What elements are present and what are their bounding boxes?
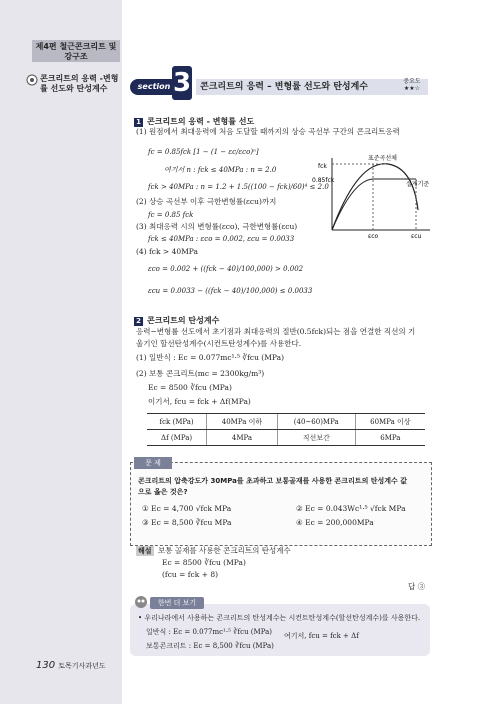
review-line-4: 보통콘크리트 : Ec = 8,500 ∛fcu (MPa) — [146, 642, 274, 650]
solution-label: 해설 — [138, 547, 152, 555]
fck-delta-table — [147, 413, 425, 446]
part1-item4: (4) fck > 40MPa — [136, 247, 198, 256]
sidebar — [0, 0, 122, 704]
part2-g3: Ec = 8500 ∛fcu (MPa) — [148, 383, 232, 392]
part2-p1: 응력−변형률 선도에서 초기점과 최대응력의 절반(0.5fck)되는 점을 연결한 직선의 기 — [136, 327, 416, 336]
formula-5: fck ≤ 40MPa : εco = 0.002, εcu = 0.0033 — [148, 235, 295, 243]
problem-question-2: 으로 옳은 것은? — [138, 488, 188, 496]
formula-3: fck > 40MPa : n = 1.2 + 1.5((100 − fck)/60)⁴ ≤ 2.0 — [148, 183, 329, 191]
section-title: 콘크리트의 응력 – 변형률 선도와 탄성계수 — [196, 79, 428, 95]
graph-curve1: 표준곡선체 — [368, 155, 397, 162]
formula-2: 여기서 n : fck ≤ 40MPa : n = 2.0 — [164, 166, 277, 174]
graph-fck: fck — [318, 163, 327, 170]
part1-item1: (1) 원점에서 최대응력에 처음 도달할 때까지의 상승 곡선부 구간의 콘크리트응력 — [136, 127, 400, 136]
part2-p2: 울기인 할선탄성계수(시컨트탄성계수)를 사용한다. — [136, 339, 302, 348]
book-title: 토목기사과년도 — [58, 662, 106, 670]
review-line-3: 여기서, fcu = fck + Δf — [284, 632, 359, 640]
graph-085fck: 0.85fck — [312, 177, 335, 184]
table-row: fck (MPa) 40MPa 이하 (40~60)MPa 60MPa 이상 — [147, 414, 425, 430]
page-footer — [36, 660, 106, 671]
answer: 답 ③ — [408, 582, 426, 591]
problem-tab: 문 제 — [134, 457, 172, 469]
formula-6: εco = 0.002 + ((fck − 40)/100,000) > 0.002 — [148, 265, 304, 273]
review-line-1: • 우리나라에서 사용하는 콘크리트의 탄성계수는 시컨트탄성계수(할선탄성계수)를 사용한다. — [138, 614, 421, 622]
review-line-2: 일반식 : Ec = 0.077mc¹·⁵ ∛fcu (MPa) — [146, 628, 273, 636]
problem-question-1: 콘크리트의 압축강도가 30MPa를 초과하고 보통골재를 사용한 콘크리트의 탄성계수 값 — [138, 477, 408, 485]
option-1: ① Ec = 4,700 √fck MPa — [142, 504, 232, 513]
difficulty-stars: ★★☆ — [403, 85, 421, 92]
part1-heading: 1 콘크리트의 응력 - 변형률 선도 — [134, 116, 254, 127]
option-3: ③ Ec = 8,500 ∛fcu MPa — [142, 518, 232, 527]
option-2: ② Ec = 0.043Wc¹·⁵ √fck MPa — [296, 504, 406, 513]
formula-7: εcu = 0.0033 − ((fck − 40)/100,000) ≤ 0.0033 — [148, 287, 313, 295]
page-number: 130 — [36, 660, 56, 671]
option-4: ④ Ec = 200,000MPa — [296, 518, 374, 527]
stress-strain-graph — [312, 150, 438, 240]
difficulty — [396, 78, 428, 92]
part2-g4: 이기서, fcu = fck + Δf(MPa) — [148, 397, 251, 406]
formula-4: fc = 0.85 fck — [148, 211, 194, 219]
part2-g1: (1) 일반식 : Ec = 0.077mc¹·⁵ ∛fcu (MPa) — [136, 353, 285, 362]
solution-line-3: (fcu = fck + 8) — [162, 570, 219, 579]
part1-item3: (3) 최대응력 시의 변형률(εco), 극한변형률(εcu) — [136, 222, 298, 231]
table-row: Δf (MPa) 4MPa 직선보간 6MPa — [147, 430, 425, 446]
formula-1: fc = 0.85fck [1 − (1 − εc/εco)ⁿ] — [148, 148, 259, 156]
chapter-label: 제4편 철근콘크리트 및 강구조 — [32, 40, 120, 62]
graph-eco: εco — [368, 233, 379, 240]
graph-ecu: εcu — [411, 233, 422, 240]
section-label: section — [130, 79, 178, 95]
graph-curve2: 설계기준 — [406, 181, 430, 188]
section-number: 3 — [172, 68, 192, 98]
marker-icon — [26, 74, 38, 86]
solution-line-1: 보통 골재를 사용한 콘크리트의 탄성계수 — [158, 546, 291, 555]
review-tab: 한번 더 보기 — [150, 597, 204, 609]
part2-g2: (2) 보통 콘크리트(mc = 2300kg/m³) — [136, 369, 265, 378]
part2-heading: 2 콘크리트의 탄성계수 — [134, 315, 219, 326]
part1-item2: (2) 상승 곡선부 이후 극한변형률(εcu)까지 — [136, 197, 277, 206]
side-note: 콘크리트의 응력 -변형률 선도와 탄성계수 — [40, 74, 119, 93]
solution-line-2: Ec = 8500 ∛fcu (MPa) — [162, 558, 246, 567]
owl-icon — [134, 595, 148, 609]
difficulty-label: 중요도 — [403, 78, 421, 85]
